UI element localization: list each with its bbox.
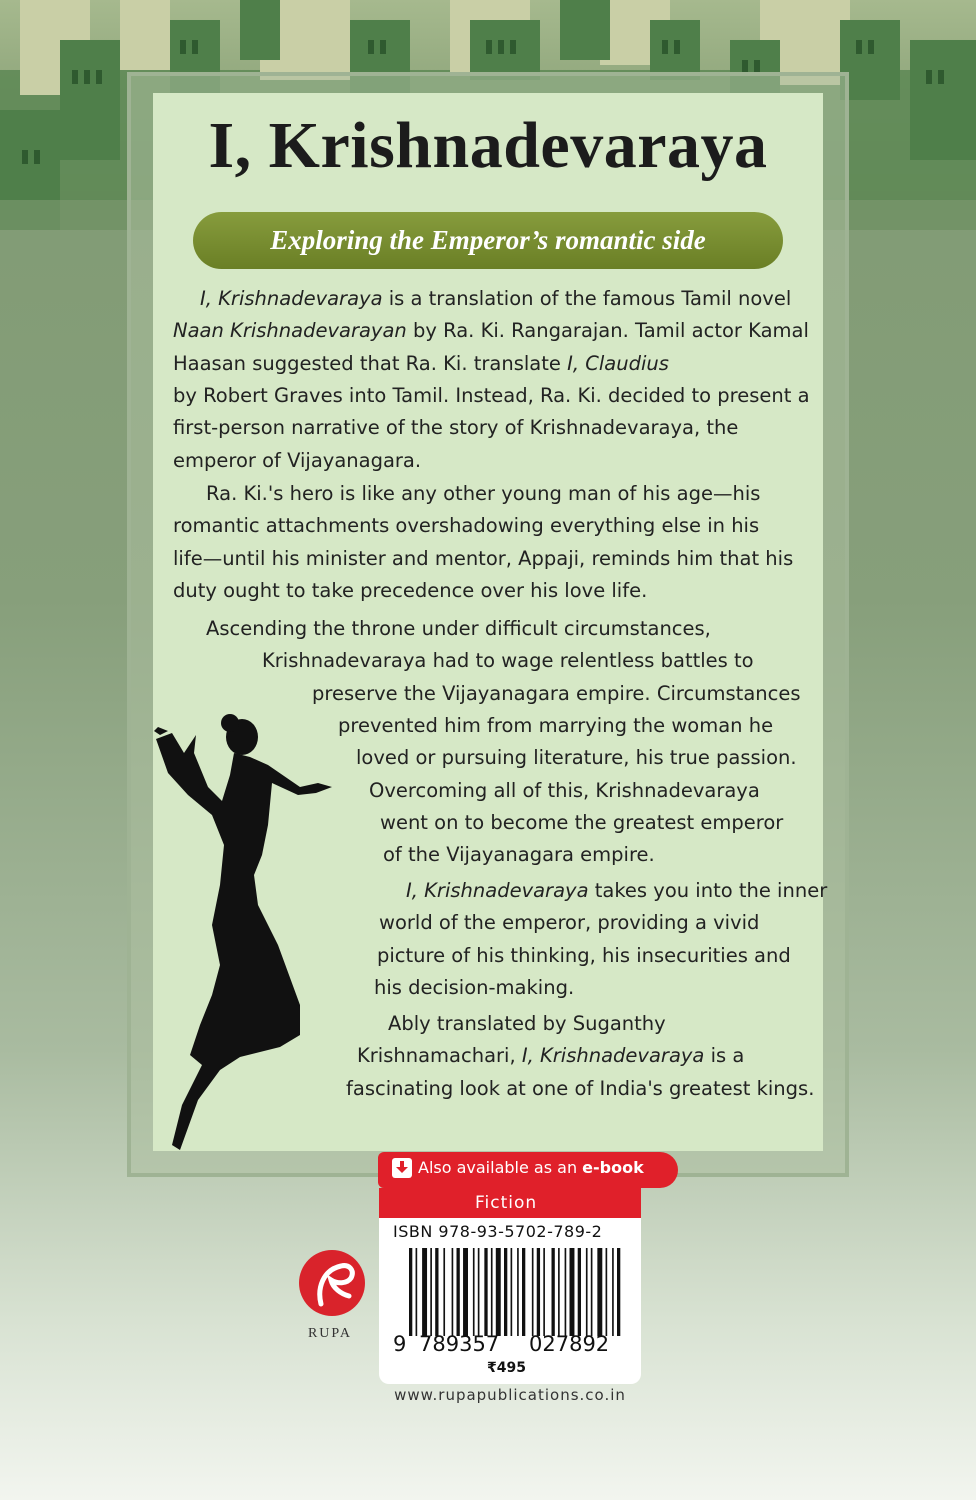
ebook-prefix: Also available as an bbox=[418, 1158, 583, 1177]
barcode-bar bbox=[409, 1248, 412, 1336]
barcode-bar bbox=[511, 1248, 513, 1336]
barcode-left-digits: 789357 bbox=[419, 1332, 500, 1356]
tagline-banner: Exploring the Emperor’s romantic side bbox=[193, 212, 783, 269]
barcode-bar bbox=[473, 1248, 475, 1336]
barcode-bar bbox=[522, 1248, 525, 1336]
blurb-line: I, Krishnadevaraya is a translation of the famous Tamil novel bbox=[200, 287, 792, 310]
ebook-label: e-book bbox=[582, 1158, 644, 1177]
barcode-graphic bbox=[409, 1248, 625, 1336]
barcode-bar bbox=[543, 1248, 545, 1336]
blurb-line: loved or pursuing literature, his true passion. bbox=[356, 746, 797, 770]
blurb-line: picture of his thinking, his insecurities and bbox=[377, 943, 791, 967]
barcode-bar bbox=[435, 1248, 438, 1336]
barcode-bar bbox=[496, 1248, 501, 1336]
blurb-line: Overcoming all of this, Krishnadevaraya bbox=[369, 778, 760, 802]
blurb-line: fascinating look at one of India's greatest kings. bbox=[346, 1076, 815, 1100]
blurb-line: Ably translated by Suganthy bbox=[388, 1012, 666, 1035]
book-title: I, Krishnadevaraya bbox=[208, 109, 768, 182]
barcode-bar bbox=[552, 1248, 555, 1336]
blurb-line: world of the emperor, providing a vivid bbox=[379, 911, 760, 935]
barcode-bar bbox=[491, 1248, 493, 1336]
barcode-bar bbox=[537, 1248, 540, 1336]
barcode-bar bbox=[484, 1248, 487, 1336]
rupa-logo-icon bbox=[297, 1248, 367, 1318]
barcode-bar bbox=[606, 1248, 608, 1336]
blurb-line: emperor of Vijayanagara. bbox=[173, 448, 422, 472]
barcode-bar bbox=[578, 1248, 581, 1336]
barcode-bar bbox=[591, 1248, 593, 1336]
blurb-line: Naan Krishnadevarayan by Ra. Ki. Rangarajan. Tamil actor Kamal bbox=[173, 319, 809, 343]
price-label: ₹495 bbox=[487, 1360, 526, 1376]
download-icon bbox=[392, 1158, 412, 1178]
blurb-line: first-person narrative of the story of Krishnadevaraya, the bbox=[173, 416, 739, 440]
blurb-line: romantic attachments overshadowing everything else in his bbox=[173, 514, 760, 538]
publisher-name: RUPA bbox=[307, 1326, 353, 1341]
barcode-bar bbox=[463, 1248, 468, 1336]
barcode-bar bbox=[586, 1248, 588, 1336]
ebook-availability-banner bbox=[378, 1152, 678, 1188]
barcode-bar bbox=[443, 1248, 445, 1336]
blurb-line: by Robert Graves into Tamil. Instead, Ra. Ki. decided to present a bbox=[173, 383, 810, 407]
barcode-bar bbox=[558, 1248, 560, 1336]
barcode-bar bbox=[570, 1248, 575, 1336]
blurb-line: Haasan suggested that Ra. Ki. translate I, Claudius bbox=[173, 351, 669, 375]
blurb-line: Krishnamachari, I, Krishnadevaraya is a bbox=[357, 1044, 745, 1068]
blurb-line: Ra. Ki.'s hero is like any other young man of his age—his bbox=[206, 482, 761, 505]
barcode-panel bbox=[379, 1218, 641, 1384]
barcode-bar bbox=[565, 1248, 567, 1336]
blurb-line: prevented him from marrying the woman he bbox=[338, 713, 774, 737]
barcode-lead-digit: 9 bbox=[393, 1332, 407, 1356]
blurb-line: duty ought to take precedence over his love life. bbox=[173, 578, 648, 602]
barcode-bar bbox=[452, 1248, 454, 1336]
dancer-silhouette-icon bbox=[150, 705, 350, 1155]
blurb-line: Ascending the throne under difficult circumstances, bbox=[206, 617, 711, 640]
blurb-line: I, Krishnadevaraya takes you into the inner bbox=[406, 879, 828, 902]
barcode-bar bbox=[416, 1248, 418, 1336]
barcode-bar bbox=[532, 1248, 534, 1336]
blurb-line: Krishnadevaraya had to wage relentless battles to bbox=[262, 649, 754, 673]
barcode-bar bbox=[517, 1248, 519, 1336]
barcode-bar bbox=[457, 1248, 460, 1336]
isbn-text: ISBN 978-93-5702-789-2 bbox=[393, 1222, 603, 1241]
blurb-line: life—until his minister and mentor, Appaji, reminds him that his bbox=[173, 546, 794, 570]
barcode-bar bbox=[478, 1248, 480, 1336]
barcode-bar bbox=[430, 1248, 432, 1336]
barcode-bar bbox=[422, 1248, 427, 1336]
publisher-website: www.rupapublications.co.in bbox=[394, 1386, 626, 1404]
blurb-line: his decision-making. bbox=[374, 975, 575, 999]
barcode-bar bbox=[597, 1248, 602, 1336]
barcode-bar bbox=[504, 1248, 507, 1336]
blurb-line: of the Vijayanagara empire. bbox=[383, 843, 655, 867]
barcode-bar bbox=[612, 1248, 614, 1336]
blurb-line: went on to become the greatest emperor bbox=[380, 810, 784, 834]
blurb-line: preserve the Vijayanagara empire. Circumstances bbox=[312, 681, 801, 705]
barcode-right-digits: 027892 bbox=[529, 1332, 610, 1356]
barcode-bar bbox=[617, 1248, 620, 1336]
genre-label: Fiction bbox=[379, 1188, 641, 1218]
